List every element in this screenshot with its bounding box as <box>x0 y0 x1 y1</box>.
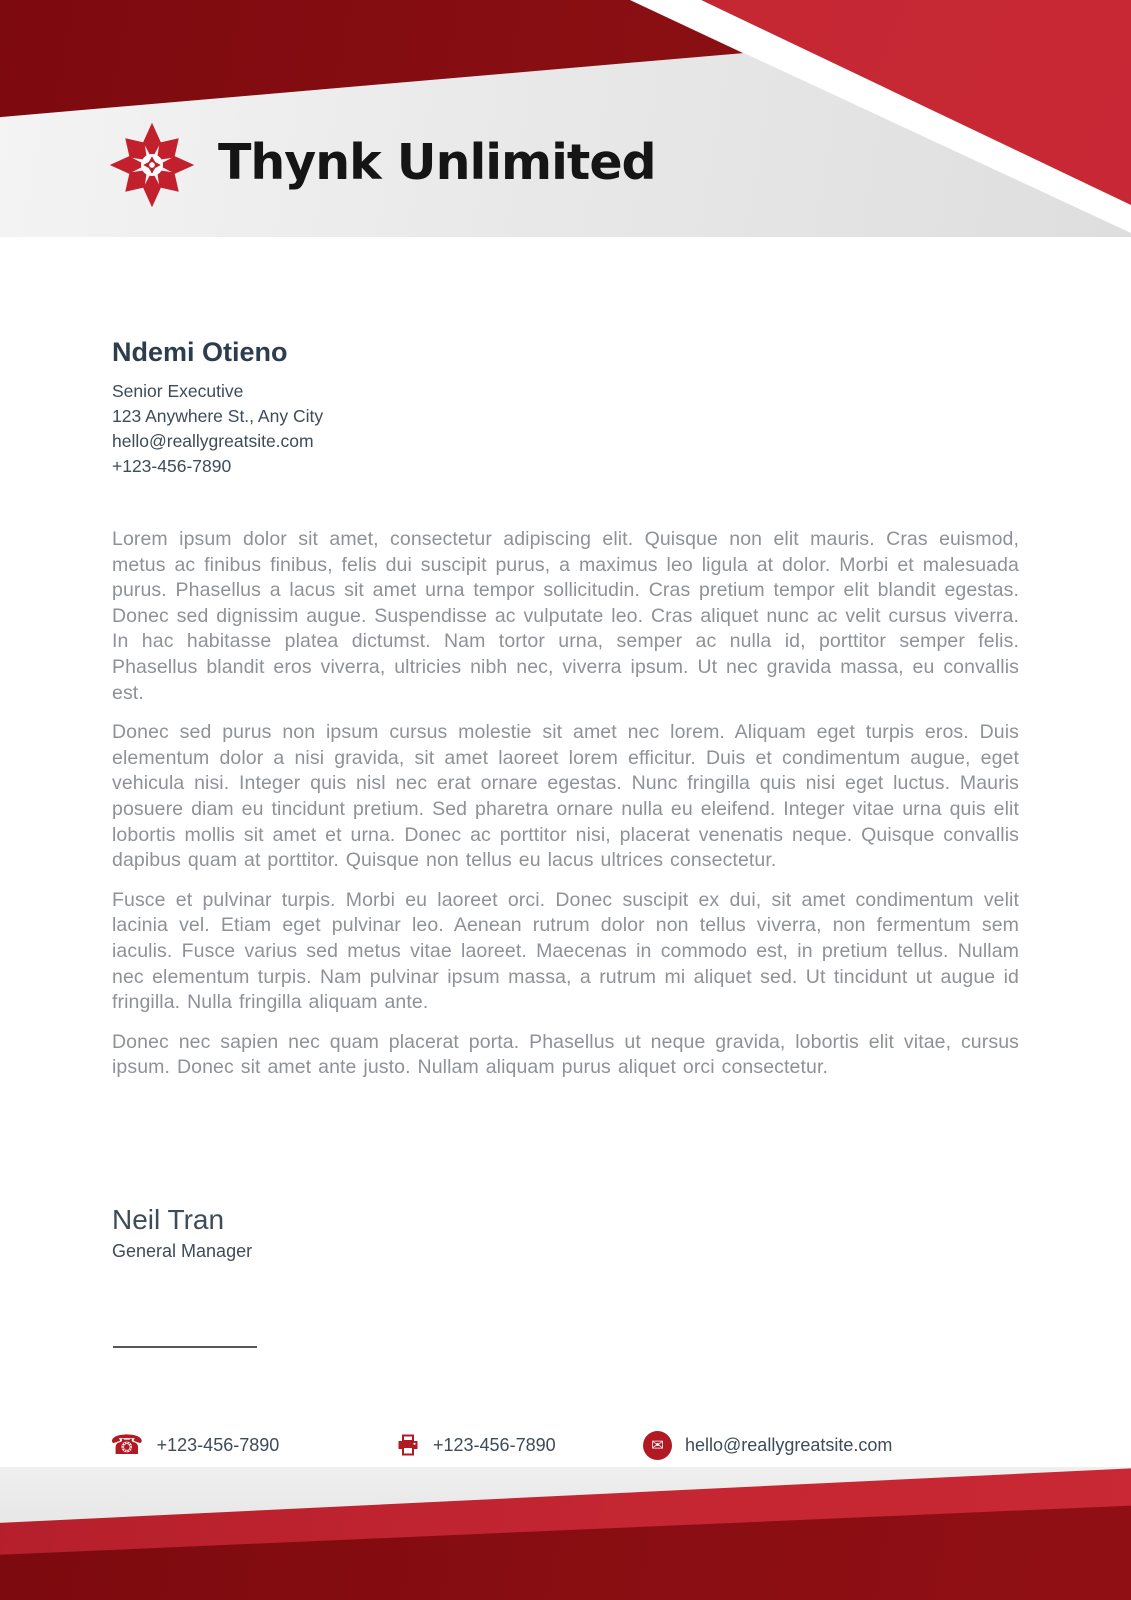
recipient-block <box>112 334 323 479</box>
footer-phone-value: +123-456-7890 <box>156 1434 280 1455</box>
paragraph-4: Donec nec sapien nec quam placerat porta. Phasellus ut neque gravida, lobortis elit vitae, cursus ipsum. Donec sit amet ante justo. Nullam aliquam purus aliquet orci consectetur. <box>112 1030 1019 1079</box>
paragraph-3: Fusce et pulvinar turpis. Morbi eu laoreet orci. Donec suscipit ex dui, sit amet condimentum velit lacinia vel. Etiam eget pulvinar leo. Aenean rutrum dolor non tellus viverra, non fermentum sem iaculis. Fusce varius sed metus vitae laoreet. Maecenas in commodo est, in pretium tellus. Nullam nec elementum turpis. Nam pulvinar ipsum massa, a rutrum mi aliquet sed. Ut tincidunt ut augue id fringilla. Nulla fringilla aliquam ante. <box>112 888 1019 1014</box>
recipient-email: hello@reallygreatsite.com <box>112 431 314 451</box>
footer-fax-value: +123-456-7890 <box>433 1434 556 1455</box>
footer-fax-item <box>396 1428 556 1462</box>
footer-contacts <box>0 1428 1131 1462</box>
signature-name: Neil Tran <box>112 1204 225 1235</box>
bottom-band <box>0 1467 1131 1600</box>
paragraph-1: Lorem ipsum dolor sit amet, consectetur adipiscing elit. Quisque non elit mauris. Cras euismod, metus ac finibus finibus, felis dui suscipit purus, a maximus leo ligula at dolor. Morbi et malesuada purus. Phasellus a lacus sit amet urna tempor sollicitudin. Cras pretium tempor elit blandit egestas. Donec sed dignissim augue. Suspendisse ac vulputate leo. Cras aliquet nunc ac velit cursus viverra. In hac habitasse platea dictumst. Nam tortor urna, semper ac nulla id, porttitor semper felis. Phasellus blandit eros viverra, ultricies nibh nec, viverra ipsum. Ut nec gravida massa, eu convallis est. <box>112 528 1019 704</box>
signature-job-title: General Manager <box>112 1241 253 1261</box>
footer-email-value: hello@reallygreatsite.com <box>685 1434 893 1455</box>
footer-email-item <box>643 1428 892 1462</box>
signature-line <box>113 1346 257 1348</box>
email-icon: ✉ <box>643 1431 672 1460</box>
header-banner <box>0 0 1131 237</box>
flower-logo-icon <box>108 121 196 209</box>
company-name: Thynk Unlimited <box>218 133 656 191</box>
brand-lockup <box>108 121 656 209</box>
recipient-address: 123 Anywhere St., Any City <box>112 406 324 426</box>
letter-body <box>112 527 1019 1081</box>
recipient-phone: +123-456-7890 <box>112 456 232 476</box>
recipient-job-title: Senior Executive <box>112 381 244 401</box>
fax-icon <box>396 1433 420 1457</box>
signature-block <box>112 1202 252 1263</box>
footer-phone-item <box>110 1428 279 1462</box>
phone-icon: ☎ <box>110 1429 144 1461</box>
paragraph-2: Donec sed purus non ipsum cursus molestie sit amet nec lorem. Aliquam eget turpis eros. Duis elementum dolor a nisi gravida, sit amet laoreet lorem efficitur. Duis et condimentum augue, eget vehicula nisi. Integer quis nisl nec erat ornare egestas. Nunc fringilla quis nisi eget luctus. Mauris posuere diam eu tincidunt pretium. Sed pharetra ornare nulla eu eleifend. Integer vitae urna quis elit lobortis mollis sit amet et urna. Donec ac porttitor nisi, placerat venenatis neque. Quisque convallis dapibus quam at porttitor. Quisque non tellus eu lacus ultrices consectetur. <box>112 721 1019 872</box>
recipient-name: Ndemi Otieno <box>112 337 288 367</box>
